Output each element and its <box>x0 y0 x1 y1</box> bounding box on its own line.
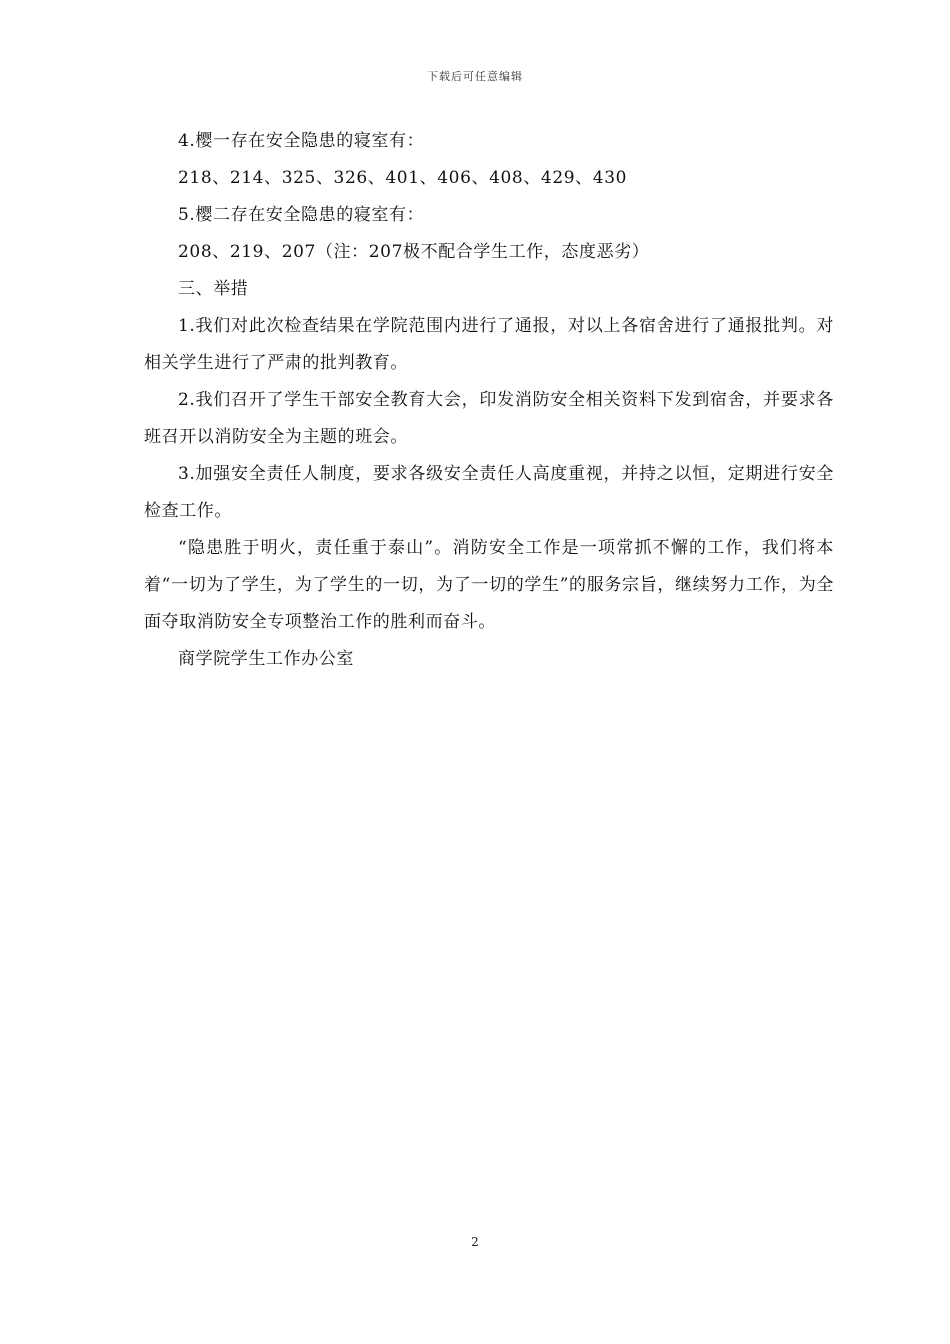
page-number: 2 <box>471 1235 479 1249</box>
document-body <box>144 123 834 678</box>
paragraph-measure-3: 3.加强安全责任人制度，要求各级安全责任人高度重视，并持之以恒，定期进行安全检查工作。 <box>144 464 834 521</box>
paragraph-building1-title: 4.樱一存在安全隐患的寝室有： <box>178 131 425 151</box>
page-header-note: 下载后可任意编辑 <box>427 70 523 83</box>
signature-office: 商学院学生工作办公室 <box>178 649 354 669</box>
paragraph-measure-1: 1.我们对此次检查结果在学院范围内进行了通报，对以上各宿舍进行了通报批判。对相关学生进行了严肃的批判教育。 <box>144 316 834 373</box>
paragraph-measure-2: 2.我们召开了学生干部安全教育大会，印发消防安全相关资料下发到宿舍，并要求各班召开以消防安全为主题的班会。 <box>144 390 834 447</box>
paragraph-building2-rooms: 208、219、207（注：207极不配合学生工作，态度恶劣） <box>178 242 650 262</box>
paragraph-building2-title: 5.樱二存在安全隐患的寝室有： <box>178 205 425 225</box>
section-heading-measures: 三、举措 <box>178 279 249 299</box>
paragraph-conclusion: “隐患胜于明火，责任重于泰山”。消防安全工作是一项常抓不懈的工作，我们将本着“一切为了学生，为了学生的一切，为了一切的学生”的服务宗旨，继续努力工作，为全面夺取消防安全专项整治工作的胜利而奋斗。 <box>144 538 834 632</box>
paragraph-building1-rooms: 218、214、325、326、401、406、408、429、430 <box>178 168 628 188</box>
